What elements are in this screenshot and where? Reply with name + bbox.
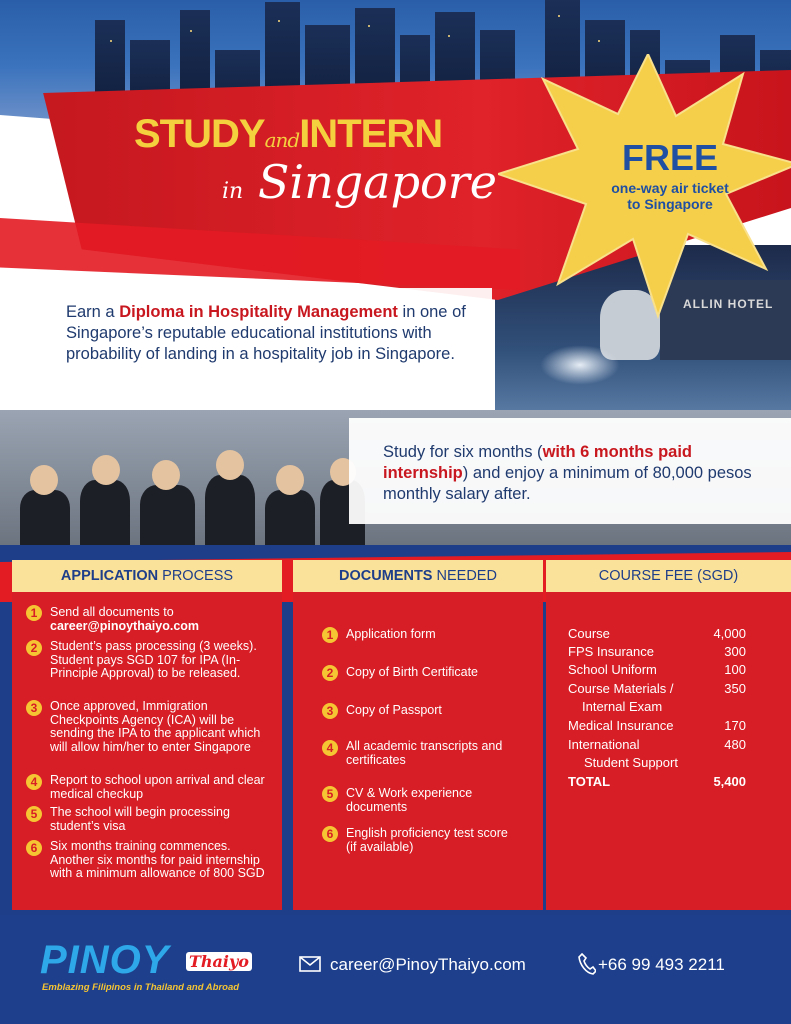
email-icon — [299, 956, 321, 972]
application-step-4: Report to school upon arrival and clear medical checkup — [50, 773, 265, 801]
tagline: Emblazing Filipinos in Thailand and Abroad — [42, 982, 240, 993]
fee-label: Course — [568, 626, 610, 641]
application-step-3: Once approved, Immigration Checkpoints Agency (ICA) will be sending the IPA to the applicant which will allow him/her to enter Singapore — [50, 699, 261, 754]
step-number-3: 3 — [26, 700, 42, 716]
fee-label: School Uniform — [568, 662, 657, 677]
application-step-2: Student’s pass processing (3 weeks). Student pays SGD 107 for IPA (In-Principle Approval) to be released. — [50, 639, 257, 680]
fee-row — [568, 736, 746, 754]
fee-value: 350 — [724, 681, 746, 696]
fee-value: 170 — [724, 718, 746, 733]
application-heading-rest: PROCESS — [162, 568, 234, 584]
study-highlight: with 6 months paid internship — [383, 443, 692, 482]
intro-pre: Earn a — [66, 303, 115, 321]
application-step-1-text: Send all documents to — [50, 605, 174, 619]
documents-panel — [293, 560, 543, 910]
fee-value: 100 — [724, 662, 746, 677]
fee-label: Internal Exam — [582, 699, 663, 714]
doc-number-3: 3 — [322, 703, 338, 719]
water-spray — [540, 345, 620, 385]
fee-label: Course Materials / — [568, 681, 674, 696]
application-step-5: The school will begin processing student’s visa — [50, 805, 230, 833]
fee-total-label: TOTAL — [568, 774, 611, 789]
phone-icon — [578, 953, 596, 975]
document-item-3: Copy of Passport — [346, 703, 442, 717]
headline-singapore: Singapore — [257, 155, 497, 209]
free-label: FREE — [621, 137, 718, 178]
headline-main — [134, 112, 442, 157]
documents-heading-rest: NEEDED — [436, 568, 497, 584]
headline-intern: INTERN — [299, 112, 443, 156]
fee-row — [582, 698, 746, 716]
fee-row — [568, 717, 746, 735]
documents-heading — [293, 560, 543, 592]
step-number-4: 4 — [26, 774, 42, 790]
course-fee-heading — [546, 560, 791, 592]
document-item-4: All academic transcripts and certificates — [346, 739, 503, 767]
headline-and: and — [264, 128, 300, 152]
doc-number-2: 2 — [322, 665, 338, 681]
fee-total-row — [568, 773, 746, 791]
fee-value: 300 — [724, 644, 746, 659]
document-item-1: Application form — [346, 627, 436, 641]
step-number-5: 5 — [26, 806, 42, 822]
step-number-2: 2 — [26, 640, 42, 656]
contact-email[interactable]: career@PinoyThaiyo.com — [330, 955, 526, 974]
application-step-6: Six months training commences. Another six months for paid internship with a minimum allowance of 800 SGD — [50, 839, 265, 880]
headline-study: STUDY — [134, 112, 265, 156]
headline-location — [222, 155, 497, 209]
free-line1: one-way air ticket — [611, 180, 729, 196]
fee-label: FPS Insurance — [568, 644, 654, 659]
document-item-5: CV & Work experience documents — [346, 786, 473, 814]
course-fee-heading-unit: (SGD) — [697, 568, 739, 584]
fee-label: International — [568, 737, 640, 752]
fee-label: Student Support — [584, 755, 678, 770]
application-heading — [12, 560, 282, 592]
fee-row — [568, 680, 746, 698]
doc-number-4: 4 — [322, 740, 338, 756]
doc-number-5: 5 — [322, 786, 338, 802]
hotel-sign: ALLIN HOTEL — [683, 297, 774, 311]
fee-row — [568, 643, 746, 661]
intro-post: in one of Singapore’s reputable educational institutions with probability of landing in a hospitality job in Singapore. — [66, 303, 466, 363]
document-item-2: Copy of Birth Certificate — [346, 665, 478, 679]
logo-thaiyo-script: Thaiyo — [186, 952, 252, 971]
fee-row — [584, 754, 746, 772]
application-heading-bold: APPLICATION — [60, 568, 159, 584]
headline-in: in — [222, 179, 244, 204]
fee-value: 4,000 — [713, 626, 746, 641]
contact-phone[interactable]: +66 99 493 2211 — [598, 955, 725, 974]
free-line2: to Singapore — [627, 196, 713, 212]
pinoythaiyo-logo[interactable]: PINOY — [40, 938, 170, 982]
fee-value: 480 — [724, 737, 746, 752]
course-fee-heading-main: COURSE FEE — [598, 568, 694, 584]
fee-row — [568, 625, 746, 643]
study-text — [383, 442, 778, 505]
step-number-6: 6 — [26, 840, 42, 856]
course-fee-panel — [546, 560, 791, 910]
intro-highlight: Diploma in Hospitality Management — [119, 303, 398, 321]
fee-row — [568, 661, 746, 679]
study-post: ) and enjoy a minimum of 80,000 pesos monthly salary after. — [383, 464, 752, 503]
free-ticket-badge — [600, 137, 740, 212]
fee-total-value: 5,400 — [713, 774, 746, 789]
application-email: career@pinoythaiyo.com — [50, 618, 200, 633]
documents-heading-bold: DOCUMENTS — [339, 568, 433, 584]
study-pre: Study for six months ( — [383, 443, 543, 461]
doc-number-6: 6 — [322, 826, 338, 842]
intro-text — [66, 302, 486, 365]
doc-number-1: 1 — [322, 627, 338, 643]
step-number-1: 1 — [26, 605, 42, 621]
document-item-6: English proficiency test score (if available) — [346, 826, 508, 854]
fee-label: Medical Insurance — [568, 718, 674, 733]
application-step-1 — [50, 606, 275, 633]
